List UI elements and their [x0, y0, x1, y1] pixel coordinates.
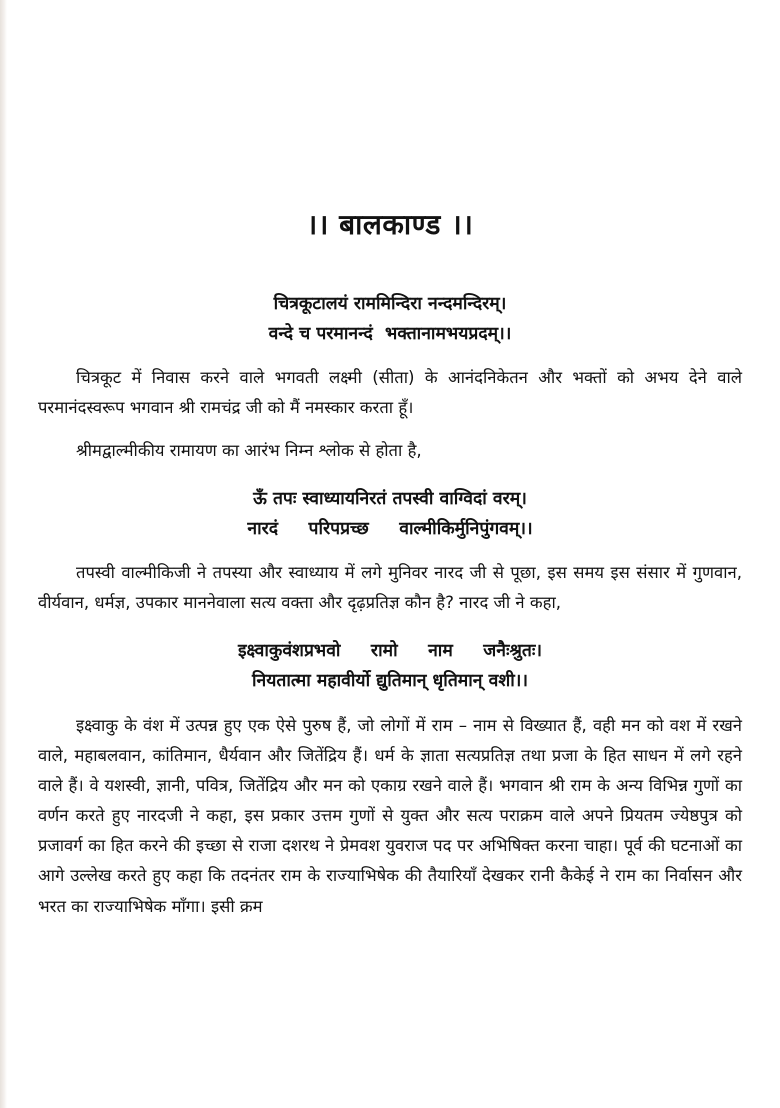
shloka-line: चित्रकूटालयं राममिन्दिरा नन्दमन्दिरम्।: [273, 294, 507, 314]
paragraph-intro: श्रीमद्वाल्मीकीय रामायण का आरंभ निम्न श्लोक से होता है,: [76, 440, 422, 460]
paragraph-translation-2: तपस्वी वाल्मीकिजी ने तपस्या और स्वाध्याय में लगे मुनिवर नारद जी से पूछा, इस समय इस संसार में गुणवान, वीर्यवान, धर्मज्ञ, उपकार माननेवाला सत्य वक्ता और दृढ़प्रतिज्ञ कौन है? नारद जी ने कहा,: [38, 562, 742, 613]
shloka-line: इक्ष्वाकुवंशप्रभवो रामो नाम जनैःश्रुतः।: [237, 641, 543, 662]
shloka-verse-2: [38, 484, 742, 544]
page-content: [38, 205, 742, 934]
shloka-line: वन्दे च परमानन्दं भक्तानामभयप्रदम्।।: [268, 324, 512, 345]
page-spine-shadow: [0, 0, 7, 1108]
shloka-line: नारदं परिपप्रच्छ वाल्मीकिर्मुनिपुंगवम्।।: [247, 518, 533, 539]
shloka-line: नियतात्मा महावीर्यो द्युतिमान् धृतिमान् वशी।।: [251, 671, 529, 692]
shloka-verse-1: [38, 289, 742, 349]
shloka-line: ऊँ तपः स्वाध्यायनिरतं तपस्वी वाग्विदां वरम्।: [253, 488, 527, 509]
shloka-verse-3: [38, 636, 742, 696]
paragraph-translation-3: इक्ष्वाकु के वंश में उत्पन्न हुए एक ऐसे पुरुष हैं, जो लोगों में राम – नाम से विख्यात हैं, वही मन को वश में रखने वाले, महाबलवान, कांतिमान, धैर्यवान और जितेंद्रिय हैं। धर्म के ज्ञाता सत्यप्रतिज्ञ तथा प्रजा के हित साधन में लगे रहने वाले हैं। वे यशस्वी, ज्ञानी, पवित्र, जितेंद्रिय और मन को एकाग्र रखने वाले हैं। भगवान श्री राम के अन्य विभिन्न गुणों का वर्णन करते हुए नारदजी ने कहा, इस प्रकार उत्तम गुणों से युक्त और सत्य पराक्रम वाले अपने प्रियतम ज्येष्ठपुत्र को प्रजावर्ग का हित करने की इच्छा से राजा दशरथ ने प्रेमवश युवराज पद पर अभिषिक्त करना चाहा। पूर्व की घटनाओं का आगे उल्लेख करते हुए कहा कि तदनंतर राम के राज्याभिषेक की तैयारियाँ देखकर रानी कैकेई ने राम का निर्वासन और भरत का राज्याभिषेक माँगा। इसी क्रम: [38, 715, 742, 916]
paragraph-translation-1: चित्रकूट में निवास करने वाले भगवती लक्ष्मी (सीता) के आनंदनिकेतन और भक्तों को अभय देने वाले परमानंदस्वरूप भगवान श्री रामचंद्र जी को मैं नमस्कार करता हूँ।: [38, 368, 742, 418]
page-title: ।। बालकाण्ड ।।: [306, 208, 474, 241]
